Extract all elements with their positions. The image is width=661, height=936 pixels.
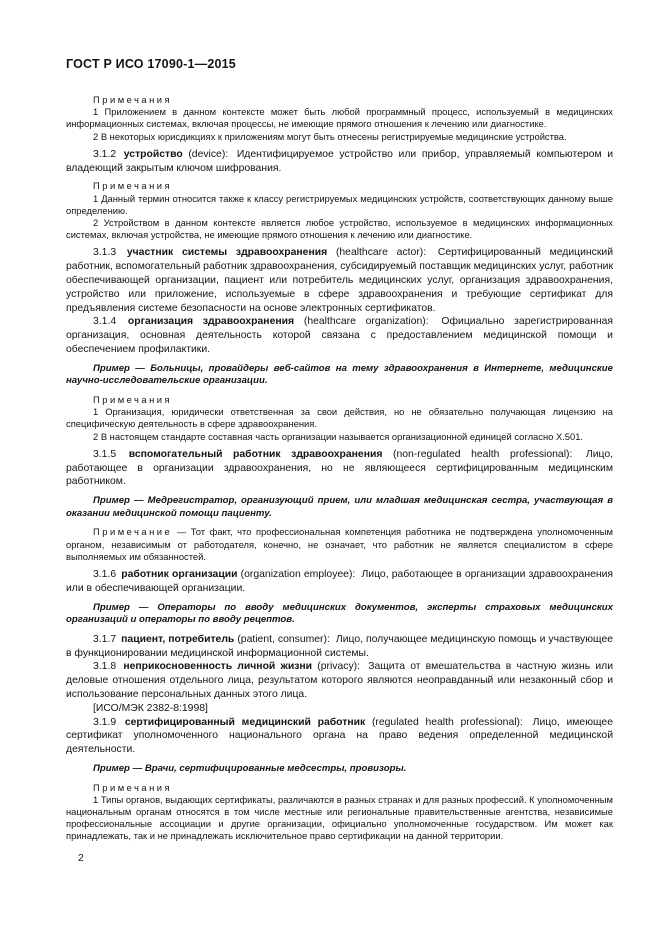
term-english: (healthcare organization):	[303, 316, 429, 328]
term-english: (non-regulated health professional):	[392, 448, 573, 460]
term-name: организация здравоохранения	[127, 316, 295, 328]
term-3-1-2	[66, 148, 613, 176]
term-number: 3.1.7	[93, 633, 117, 645]
term-3-1-9	[66, 716, 613, 757]
term-name: сертифицированный медицинский работник	[124, 716, 366, 728]
notes-group-device	[66, 180, 613, 241]
notes-label: Примечания	[93, 180, 173, 192]
example-organization-employee: Пример — Операторы по вводу медицинских документов, эксперты страховых медицинских организаций и операторы по вводу рецептов.	[66, 601, 613, 626]
term-name: неприкосновенность личной жизни	[123, 661, 313, 673]
term-definition: Официально зарегистрированная организация, основная деятельность которой связана с предоставлением медицинской помощи и обеспечением профилактики.	[66, 316, 614, 355]
term-number: 3.1.9	[93, 716, 117, 728]
note-item: 1 Типы органов, выдающих сертификаты, различаются в разных странах и для разных профессий. К уполномоченным национальным органам относятся в том числе местные или региональные правительственные агентства, независимые профессиональные ассоциации и другие организации, официально уполномоченные государством. Им может как принадлежать, так и не принадлежать исключительное право сертификации на данной территории.	[66, 793, 613, 842]
note-label: Примечание	[93, 526, 173, 538]
term-definition: Сертифицированный медицинский работник, вспомогательный работник здравоохранения, субсидируемый поставщик медицинских услуг, работник обеспечивающей организации, пациент или потребитель медицинских услуг, организация здравоохранения, устройство или приложение, используемые в сфере здравоохранения и требующие сертификат для предъявления системе безопасности на основе электронных сертификатов.	[66, 247, 614, 314]
notes-label: Примечания	[93, 781, 173, 793]
term-definition: Лицо, работающее в организации здравоохранения или в обеспечивающей организации.	[66, 568, 614, 594]
term-english: (device):	[188, 148, 229, 160]
term-number: 3.1.5	[93, 448, 117, 460]
notes-group-organization	[66, 394, 613, 443]
note-group-single	[66, 526, 613, 563]
note-item: 1 Приложением в данном контексте может быть любой программный процесс, используемый в медицинских информационных системах, включая процессы, не имеющие прямого отношения к лечению или диагностике.	[66, 106, 613, 130]
term-number: 3.1.3	[93, 247, 117, 259]
note-text: — Тот факт, что профессиональная компетенция работника не подтверждена уполномоченным органом, независимым от работодателя, конечно, не означает, что работник не является специалистом в сфере выполняемых им обязанностей.	[66, 526, 613, 562]
term-name: участник системы здравоохранения	[126, 247, 328, 259]
term-english: (organization employee):	[240, 568, 356, 580]
term-name: вспомогательный работник здравоохранения	[128, 448, 383, 460]
term-definition: Лицо, имеющее сертификат уполномоченного национального органа на право ведения определенной медицинской деятельности.	[66, 716, 613, 756]
term-english: (regulated health professional):	[371, 716, 523, 728]
notes-label-row	[66, 94, 613, 106]
term-definition: Защита от вмешательства в частную жизнь или деловые отношения отдельного лица, результатом которого являются неоправданный или незаконный сбор и использование персональных данных этого лица.	[66, 661, 614, 700]
page-number: 2	[78, 852, 84, 864]
note-item: 1 Данный термин относится также к классу регистрируемых медицинских устройств, соответствующих данному выше определению.	[66, 192, 613, 216]
note-item: 2 Устройством в данном контексте является любое устройство, используемое в медицинских информационных системах, включая устройства, не имеющие прямого отношения к лечению или диагностике.	[66, 217, 613, 241]
note-item: 2 В настоящем стандарте составная часть организации называется организационной единицей согласно X.501.	[93, 430, 584, 442]
term-3-1-7	[66, 633, 613, 661]
term-english: (healthcare actor):	[335, 247, 427, 259]
notes-label: Примечания	[93, 393, 173, 405]
note-item: 1 Организация, юридически ответственная за свои действия, но не обязательно получающая лицензию на специфическую деятельность в сфере здравоохранения.	[66, 406, 613, 430]
term-3-1-3	[66, 246, 613, 315]
note-single	[66, 526, 613, 563]
term-name: пациент, потребитель	[121, 633, 235, 645]
term-english: (patient, consumer):	[237, 633, 330, 645]
term-3-1-6	[66, 568, 613, 596]
term-definition: Лицо, работающее в организации здравоохранения, но не являющееся сертифицированным медицинским работником.	[66, 448, 614, 488]
term-number: 3.1.6	[93, 568, 117, 580]
notes-group-regulated	[66, 782, 613, 843]
source-reference: [ИСО/МЭК 2382-8:1998]	[93, 702, 208, 714]
term-definition: Лицо, получающее медицинскую помощь и участвующее в функционировании медицинской информационной системы.	[66, 633, 614, 659]
term-name: работник организации	[121, 568, 238, 580]
term-number: 3.1.4	[93, 316, 117, 328]
notes-label-row	[66, 394, 613, 406]
term-definition: Идентифицируемое устройство или прибор, управляемый компьютером и владеющий закрытым ключом шифрования.	[66, 148, 614, 174]
term-english: (privacy):	[317, 661, 360, 673]
term-3-1-8	[66, 660, 613, 701]
notes-label: Примечания	[93, 94, 173, 105]
notes-group-application	[66, 94, 613, 143]
notes-label-row	[66, 180, 613, 192]
term-name: устройство	[123, 148, 183, 160]
example-non-regulated-professional: Пример — Медрегистратор, организующий прием, или младшая медицинская сестра, участвующая в оказании медицинской помощи пациенту.	[66, 495, 613, 519]
notes-label-row	[66, 782, 613, 794]
document-header-title: ГОСТ Р ИСО 17090-1—2015	[66, 57, 236, 71]
note-item: 2 В некоторых юрисдикциях к приложениям могут быть отнесены регистрируемые медицинские устройства.	[93, 130, 567, 142]
term-number: 3.1.8	[93, 661, 117, 673]
term-number: 3.1.2	[93, 148, 117, 160]
example-regulated-professional: Пример — Врачи, сертифицированные медсестры, провизоры.	[93, 762, 407, 774]
term-3-1-4	[66, 315, 613, 356]
example-healthcare-organization: Пример — Больницы, провайдеры веб-сайтов на тему здравоохранения в Интернете, медицинские научно-исследовательские организации.	[66, 362, 613, 387]
term-3-1-5	[66, 448, 613, 489]
